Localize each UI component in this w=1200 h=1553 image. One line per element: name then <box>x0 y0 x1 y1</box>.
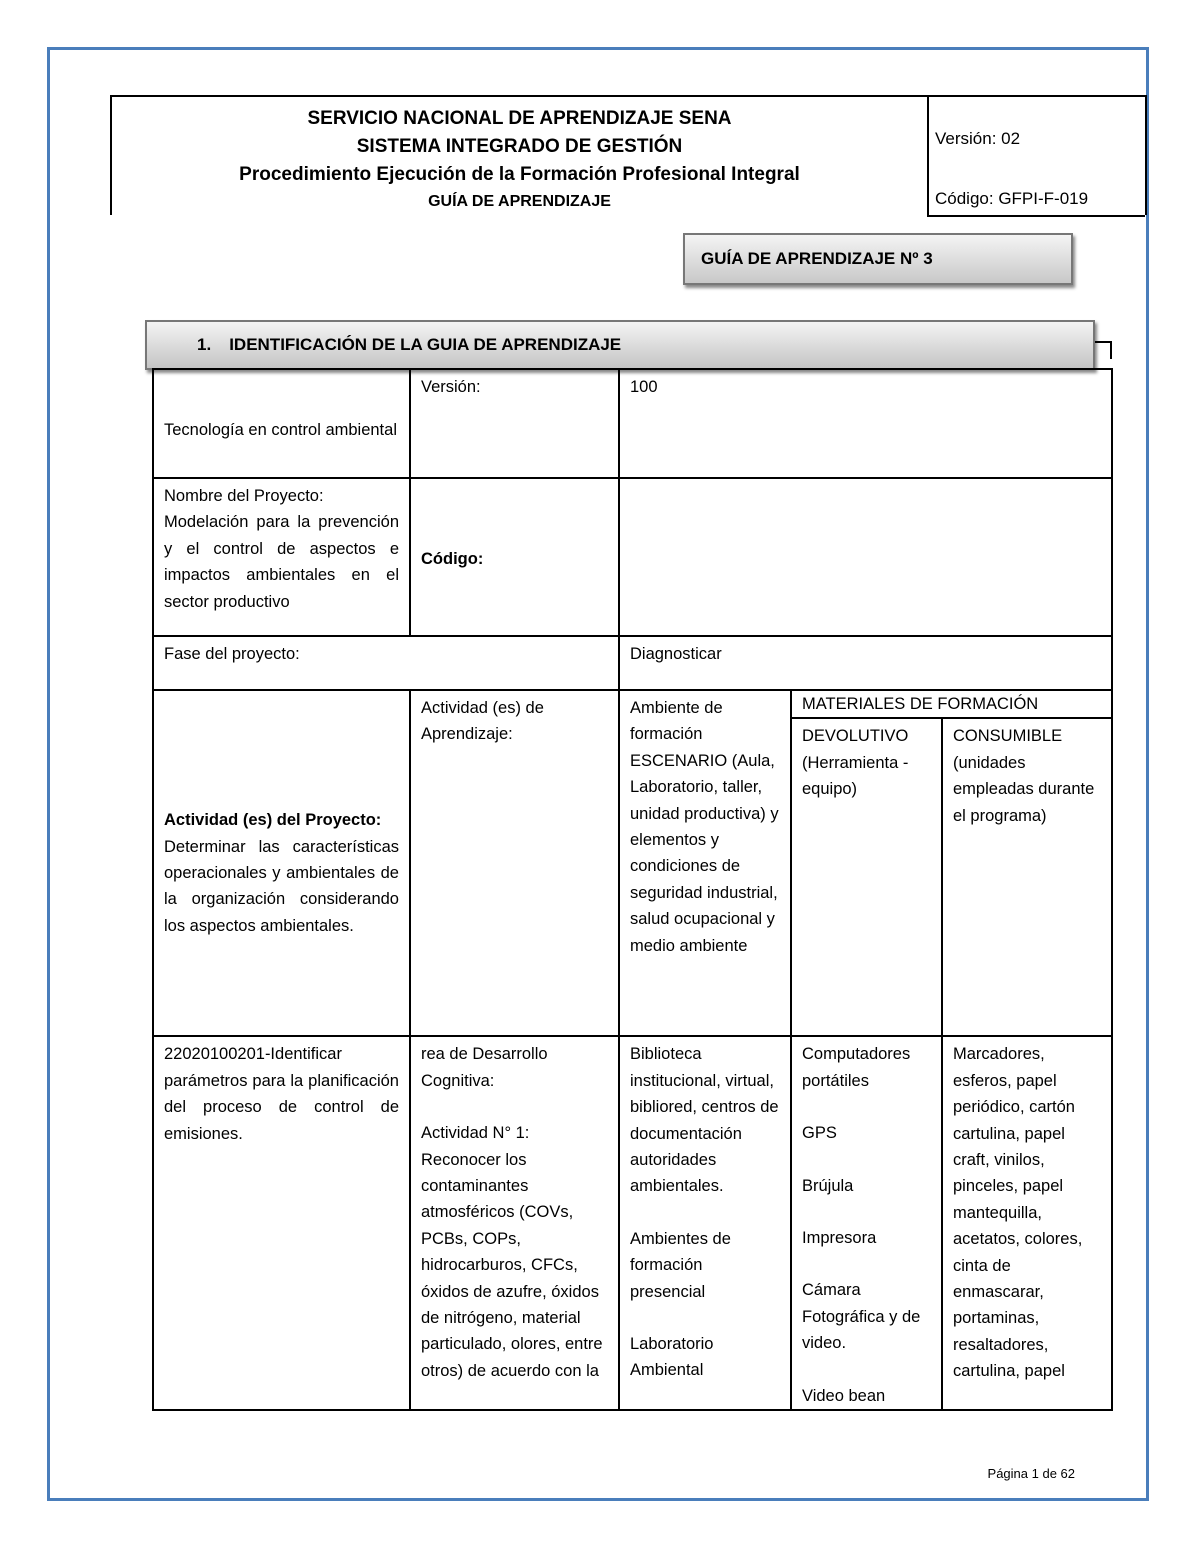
phase-label-cell: Fase del proyecto: <box>153 636 619 690</box>
activity-text: Reconocer los contaminantes atmosféricos (COVs, PCBs, COPs, hidrocarburos, CFCs, óxidos de azufre, óxidos de nitrógeno, material particulado, olores, entre otros) de acuerdo con la <box>421 1150 603 1380</box>
project-activity-text: Determinar las características operacionales y ambientales de la organización considerando los aspectos ambientales. <box>164 837 399 935</box>
page-number: Página 1 de 62 <box>987 1466 1075 1481</box>
devolutivo-item: Cámara Fotográfica y de video. <box>802 1281 921 1353</box>
devolutivo-cell <box>791 1036 942 1410</box>
header-system: SISTEMA INTEGRADO DE GESTIÓN <box>356 136 683 157</box>
section-title: IDENTIFICACIÓN DE LA GUIA DE APRENDIZAJE <box>229 335 622 354</box>
section-corner-line <box>1095 341 1112 359</box>
area-label: rea de Desarrollo Cognitiva: <box>421 1045 548 1090</box>
environment-library: Biblioteca institucional, virtual, bibliored, centros de documentación autoridades ambientales. <box>630 1045 779 1196</box>
environment-cell <box>619 1036 791 1410</box>
environment-lab: Laboratorio Ambiental <box>630 1335 714 1380</box>
phase-value-cell: Diagnosticar <box>619 636 1112 690</box>
materials-label-cell: MATERIALES DE FORMACIÓN <box>791 690 1112 718</box>
version-value-cell: 100 <box>619 369 1112 478</box>
guide-number-box: GUÍA DE APRENDIZAJE Nº 3 <box>683 233 1073 285</box>
devolutivo-item: Impresora <box>802 1229 877 1248</box>
table-row <box>153 1036 1112 1410</box>
devolutivo-label-cell: DEVOLUTIVO (Herramienta - equipo) <box>791 718 942 1036</box>
activity-number: Actividad N° 1: <box>421 1124 530 1143</box>
devolutivo-item: GPS <box>802 1124 837 1143</box>
header-version: Versión: 02 <box>935 129 1021 148</box>
table-row <box>153 478 1112 636</box>
header-titles <box>112 97 927 215</box>
header-code: Código: GFPI-F-019 <box>935 189 1089 208</box>
header-procedure: Procedimiento Ejecución de la Formación Profesional Integral <box>239 164 800 185</box>
code-label-cell: Código: <box>410 478 619 636</box>
project-cell <box>153 478 410 636</box>
learning-activity-cell <box>410 1036 619 1410</box>
section-heading <box>145 320 1095 370</box>
project-name: Modelación para la prevención y el control de aspectos e impactos ambientales en el sector productivo <box>164 513 399 611</box>
learning-activity-label-cell: Actividad (es) de Aprendizaje: <box>410 690 619 1036</box>
table-row <box>153 690 1112 718</box>
devolutivo-item: Brújula <box>802 1176 854 1195</box>
table-row <box>153 636 1112 690</box>
consumible-label-cell: CONSUMIBLE (unidades empleadas durante el programa) <box>942 718 1112 1036</box>
program-cell: Tecnología en control ambiental <box>153 369 410 478</box>
devolutivo-item: Computadores portátiles <box>802 1045 911 1090</box>
document-header <box>110 95 1147 215</box>
consumible-cell: Marcadores, esferos, papel periódico, cartón cartulina, papel craft, vinilos, pinceles, papel mantequilla, acetatos, colores, cinta de enmascarar, portaminas, resaltadores, cartulina, papel <box>942 1036 1112 1410</box>
header-doc-type: GUÍA DE APRENDIZAJE <box>428 193 611 210</box>
header-meta <box>927 97 1145 217</box>
project-activity-cell <box>153 690 410 1036</box>
header-institution: SERVICIO NACIONAL DE APRENDIZAJE SENA <box>307 108 732 129</box>
code-value-cell <box>619 478 1112 636</box>
identification-table <box>152 368 1113 1411</box>
environment-label-cell: Ambiente de formación ESCENARIO (Aula, Laboratorio, taller, unidad productiva) y elementos y condiciones de seguridad industrial, salud ocupacional y medio ambiente <box>619 690 791 1036</box>
project-label: Nombre del Proyecto: <box>164 487 324 505</box>
section-number: 1. <box>197 335 212 354</box>
version-label-cell: Versión: <box>410 369 619 478</box>
competence-cell: 22020100201-Identificar parámetros para la planificación del proceso de control de emisiones. <box>153 1036 410 1410</box>
project-activity-label: Actividad (es) del Proyecto: <box>164 811 382 830</box>
devolutivo-item: Video bean <box>802 1386 886 1405</box>
environment-presencial: Ambientes de formación presencial <box>630 1229 731 1301</box>
table-row <box>153 369 1112 478</box>
